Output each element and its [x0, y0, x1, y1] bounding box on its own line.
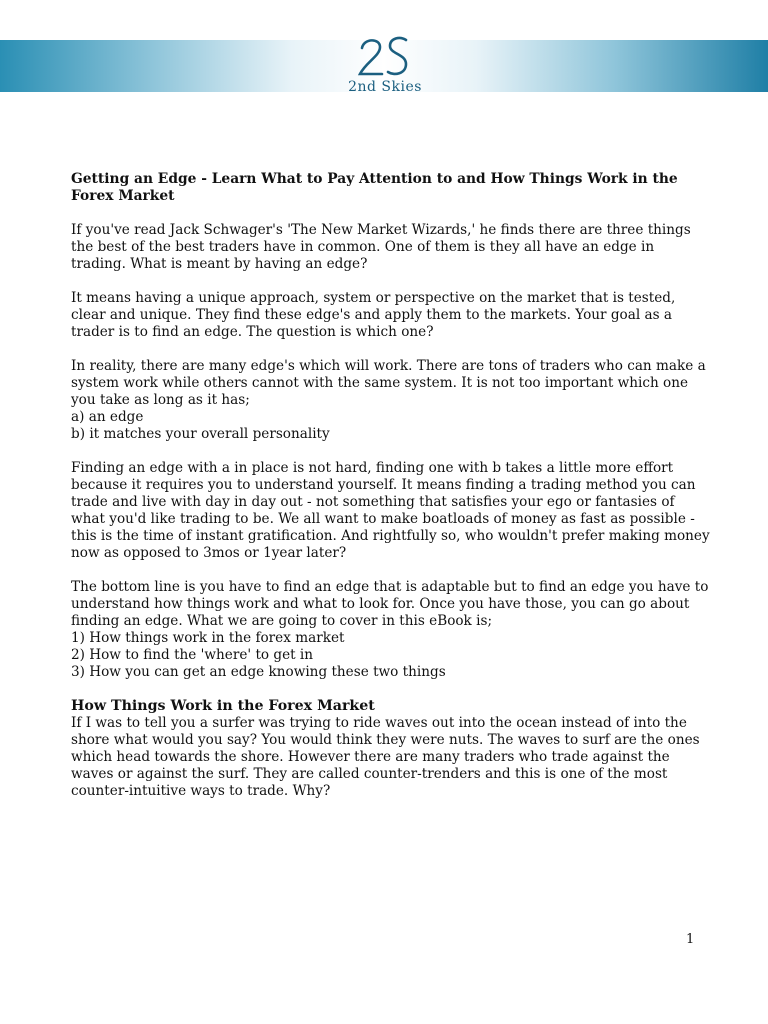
paragraph-2: It means having a unique approach, system or perspective on the market that is tested, clear and unique. They find these edge's and apply them to the markets. Your goal as a trader is to find an edge. The question is which one? [71, 290, 676, 340]
logo-text: 2nd Skies [348, 79, 422, 95]
list-item: 2) How to find the 'where' to get in [71, 647, 314, 663]
logo-mark-icon [354, 34, 414, 80]
page-number: 1 [686, 932, 695, 947]
paragraph-5: The bottom line is you have to find an edge that is adaptable but to find an edge you have to understand how things work and what to look for. Once you have those, you can go about finding an edge. What we are going to cover in this eBook is; [71, 579, 709, 629]
list-item: b) it matches your overall personality [71, 426, 330, 442]
paragraph-4: Finding an edge with a in place is not hard, finding one with b takes a little more effort because it requires you to understand yourself. It means finding a trading method you can trade and live with day in day out - not something that satisfies your ego or fantasies of what you'd like trading to be. We all want to make boatloads of money as fast as possible - this is the time of instant gratification. And rightfully so, who wouldn't prefer making money now as opposed to 3mos or 1year later? [71, 460, 710, 561]
section-heading: How Things Work in the Forex Market [71, 698, 375, 714]
paragraph-1: If you've read Jack Schwager's 'The New Market Wizards,' he finds there are three things the best of the best traders have in common. One of them is they all have an edge in trading. What is meant by having an edge? [71, 222, 691, 272]
list-item: 1) How things work in the forex market [71, 630, 345, 646]
paragraph-3: In reality, there are many edge's which will work. There are tons of traders who can make a system work while others cannot with the same system. It is not too important which one you take as long as it has; [71, 358, 706, 408]
document-title: Getting an Edge - Learn What to Pay Attention to and How Things Work in the Forex Market [71, 171, 678, 204]
list-item: a) an edge [71, 409, 144, 425]
section-paragraph: If I was to tell you a surfer was trying to ride waves out into the ocean instead of into the shore what would you say? You would think they were nuts. The waves to surf are the ones which head towards the shore. However there are many traders who trade against the waves or against the surf. They are called counter-trenders and this is one of the most counter-intuitive ways to trade. Why? [71, 715, 700, 799]
list-item: 3) How you can get an edge knowing these two things [71, 664, 446, 680]
logo [330, 34, 440, 98]
document-body [71, 171, 711, 800]
